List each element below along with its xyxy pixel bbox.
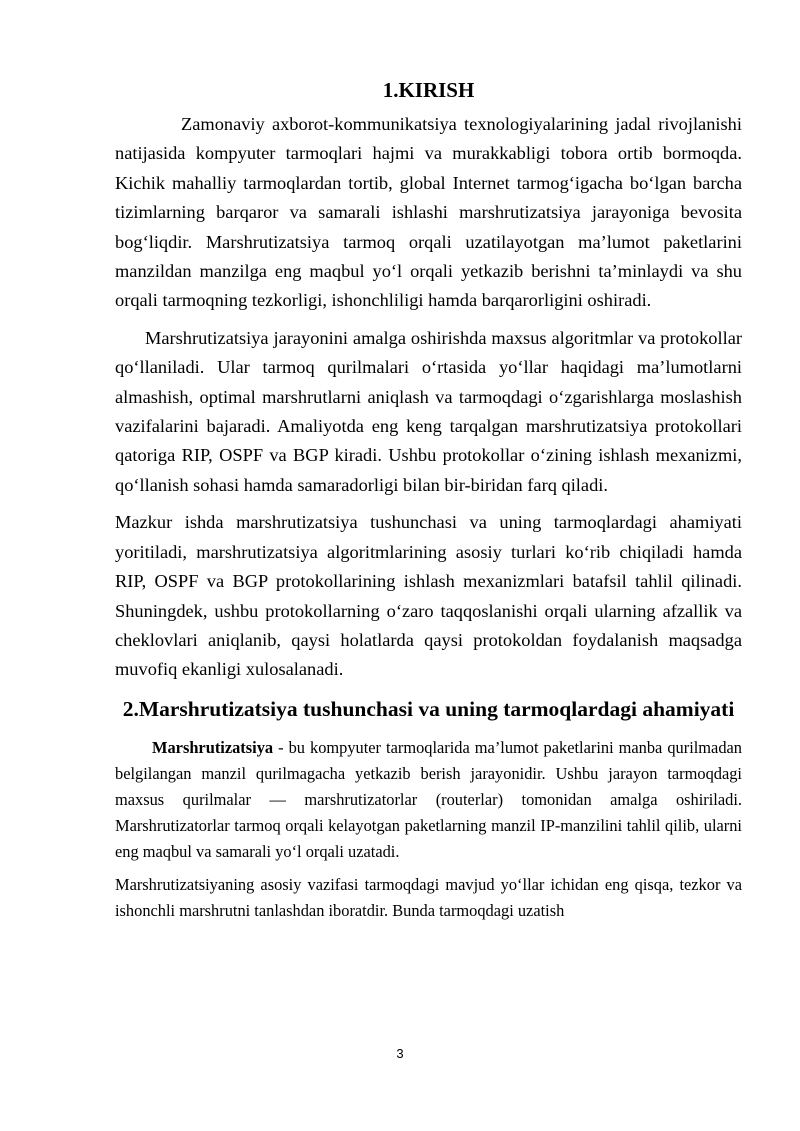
definition-term: Marshrutizatsiya (152, 737, 274, 757)
intro-paragraph-3: Mazkur ishda marshrutizatsiya tushunchasi va uning tarmoqlardagi ahamiyati yoritiladi, marshrutizatsiya algoritmlarining asosiy turlari ko‘rib chiqiladi hamda RIP, OSPF va BGP protokollarining ishlash mexanizmlari batafsil tahlil qilinadi. Shuningdek, ushbu protokollarning o‘zaro taqqoslanishi orqali ularning afzallik va cheklovlari aniqlanib, qaysi holatlarda qaysi protokoldan foydalanish maqsadga muvofiq ekanligi xulosalanadi. (115, 512, 742, 680)
intro-paragraph-2: Marshrutizatsiya jarayonini amalga oshirishda maxsus algoritmlar va protokollar qo‘llaniladi. Ular tarmoq qurilmalari o‘rtasida yo‘llar haqidagi ma’lumotlarni almashish, optimal marshrutlarni aniqlash va tarmoqdagi o‘zgarishlarga moslashish vazifalarini bajaradi. Amaliyotda eng keng tarqalgan marshrutizatsiya protokollari qatoriga RIP, OSPF va BGP kiradi. Ushbu protokollar o‘zining ishlash mexanizmi, qo‘llanish sohasi hamda samaradorligi bilan bir-biridan farq qiladi. (115, 327, 742, 495)
intro-paragraph-1: Zamonaviy axborot-kommunikatsiya texnologiyalarining jadal rivojlanishi natijasida kompyuter tarmoqlari hajmi va murakkabligi tobora ortib bormoqda. Kichik mahalliy tarmoqlardan tortib, global Internet tarmog‘igacha bo‘lgan barcha tizimlarning barqaror va samarali ishlashi marshrutizatsiya jarayoniga bevosita bog‘liqdir. Marshrutizatsiya tarmoq orqali uzatilayotgan ma’lumot paketlarini manzildan manzilga eng maqbul yo‘l orqali yetkazib berishni ta’minlaydi va shu orqali tarmoqning tezkorligi, ishonchliligi hamda barqarorligini oshiradi. (115, 114, 742, 311)
definition-text: - bu kompyuter tarmoqlarida ma’lumot paketlarini manba qurilmadan belgilangan manzil qurilmagacha yetkazib berish jarayonidir. Ushbu jarayon tarmoqdagi maxsus qurilmalar — marshrutizatorlar (routerlar) tomonidan amalga oshiriladi. Marshrutizatorlar tarmoq orqali kelayotgan paketlarning manzil IP-manzilini tahlil qilib, ularni eng maqbul va samarali yo‘l orqali uzatadi. (115, 737, 742, 861)
document-page (115, 72, 742, 924)
section-2-paragraph-2: Marshrutizatsiyaning asosiy vazifasi tarmoqdagi mavjud yo‘llar ichidan eng qisqa, tezkor va ishonchli marshrutni tanlashdan iboratdir. Bunda tarmoqdagi uzatish (115, 874, 742, 920)
section-1-heading: 1.KIRISH (382, 78, 475, 102)
definition-paragraph (115, 735, 742, 865)
section-2-heading: 2.Marshrutizatsiya tushunchasi va uning tarmoqlardagi ahamiyati (122, 696, 735, 721)
page-number: 3 (396, 1046, 404, 1061)
